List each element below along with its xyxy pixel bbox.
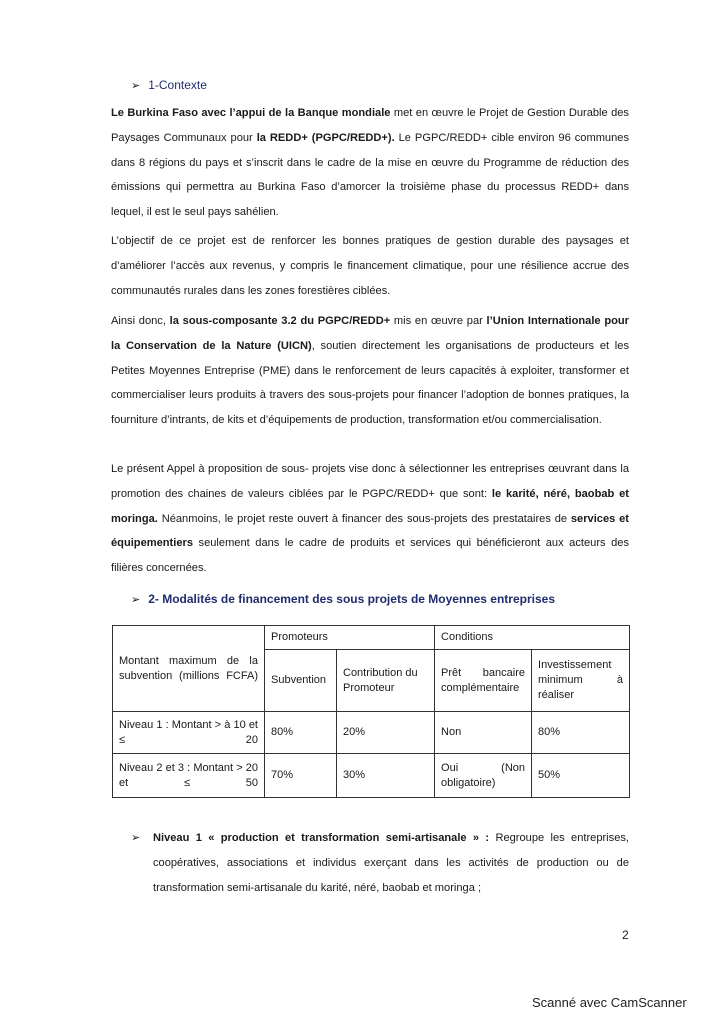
section-title: 2- Modalités de financement des sous projets de Moyennes entreprises [148, 592, 555, 606]
text: met en œuvre le Projet de Gestion Durable des Paysages Communaux pour [111, 107, 629, 144]
table-cell: 50% [532, 754, 630, 798]
table-header-promoteurs: Promoteurs [265, 626, 435, 650]
arrow-bullet-icon: ➢ [131, 593, 141, 606]
text: Regroupe les entreprises, coopératives, associations et individus exerçant dans les activités de production ou de transformation semi-artisanale du karité, néré, baobab et moringa ; [153, 832, 629, 894]
arrow-bullet-icon: ➢ [131, 832, 141, 844]
bold-text: la REDD+ (PGPC/REDD+). [256, 131, 395, 144]
table-subheader: Subvention [265, 650, 337, 712]
table-cell: 30% [337, 754, 435, 798]
text: Le présent Appel à proposition de sous- projets vise donc à sélectionner les entreprises œuvrant dans la promotion des chaines de valeurs ciblées par le PGPC/REDD+ que sont: [111, 463, 629, 500]
bold-text: la sous-composante 3.2 du PGPC/REDD+ [169, 315, 391, 327]
bold-text: services et équipementiers [111, 512, 630, 550]
paragraph-objective: L’objectif de ce projet est de renforcer les bonnes pratiques de gestion durable des paysages et d’améliorer l’accès aux revenus, y compris le financement climatique, pour une résilience accrue des communautés rurales dans les zones forestières ciblées. [111, 235, 629, 297]
text: mis en œuvre par [390, 315, 487, 327]
table-cell: Non [435, 712, 532, 754]
table-cell: Oui (Non obligatoire) [435, 754, 532, 798]
bold-text: l’Union Internationale pour la Conservation de la Nature (UICN) [111, 315, 629, 352]
text: , soutien directement les organisations de producteurs et les Petites Moyennes Entreprise (PME) dans le renforcement de leurs capacités à exploiter, transformer et commercialiser leurs produits à travers des sous-projets pour financer l’adoption de bonnes pratiques, la fourniture d’intrants, de kits et d’équipements de production, transformation et/ou commercialisation. [111, 339, 629, 427]
table-cell: Niveau 2 et 3 : Montant > 20 et ≤ 50 [113, 754, 265, 798]
page-number: 2 [622, 928, 629, 942]
arrow-bullet-icon: ➢ [131, 79, 141, 92]
bold-text: Le Burkina Faso avec l’appui de la Banque mondiale [111, 107, 391, 119]
text: Néanmoins, le projet reste ouvert à financer des sous-projets des prestataires de [157, 512, 571, 525]
table-subheader: Investissement minimum à réaliser [532, 650, 630, 712]
section-heading-contexte [131, 78, 207, 92]
table-cell: 80% [265, 712, 337, 754]
paragraph-call [111, 457, 629, 581]
table-subheader: Contribution du Promoteur [337, 650, 435, 712]
financing-table [112, 625, 630, 798]
table-header-conditions: Conditions [435, 626, 630, 650]
table-cell: Niveau 1 : Montant > à 10 et ≤ 20 [113, 712, 265, 754]
bold-text: le karité, néré, baobab et moringa. [111, 487, 629, 525]
table-row [113, 712, 630, 754]
table-cell: 70% [265, 754, 337, 798]
text: seulement dans le cadre de produits et services qui bénéficieront aux acteurs des filières concernées. [111, 537, 629, 575]
bold-text: Niveau 1 « production et transformation semi-artisanale » : [153, 832, 490, 844]
table-header-amount: Montant maximum de la subvention (millions FCFA) [113, 626, 265, 712]
paragraph-context [111, 101, 629, 225]
scanner-watermark: Scanné avec CamScanner [532, 995, 687, 1010]
bullet-niveau-1 [131, 826, 629, 900]
paragraph-subcomponent [111, 309, 629, 433]
text: Le PGPC/REDD+ cible environ 96 communes dans 8 régions du pays et s’inscrit dans le cadre de la mise en œuvre du Programme de réduction des émissions qui permettra au Burkina Faso d’amorcer la troisième phase du processus REDD+ dans lequel, il est le seul pays sahélien. [111, 131, 629, 219]
table-cell: 80% [532, 712, 630, 754]
bullet-text [153, 826, 629, 900]
section-title: 1-Contexte [148, 78, 207, 92]
section-heading-financement [131, 592, 555, 606]
text: Ainsi donc, [111, 315, 170, 327]
table-cell: 20% [337, 712, 435, 754]
table-row [113, 754, 630, 798]
table-subheader: Prêt bancaire complémentaire [435, 650, 532, 712]
